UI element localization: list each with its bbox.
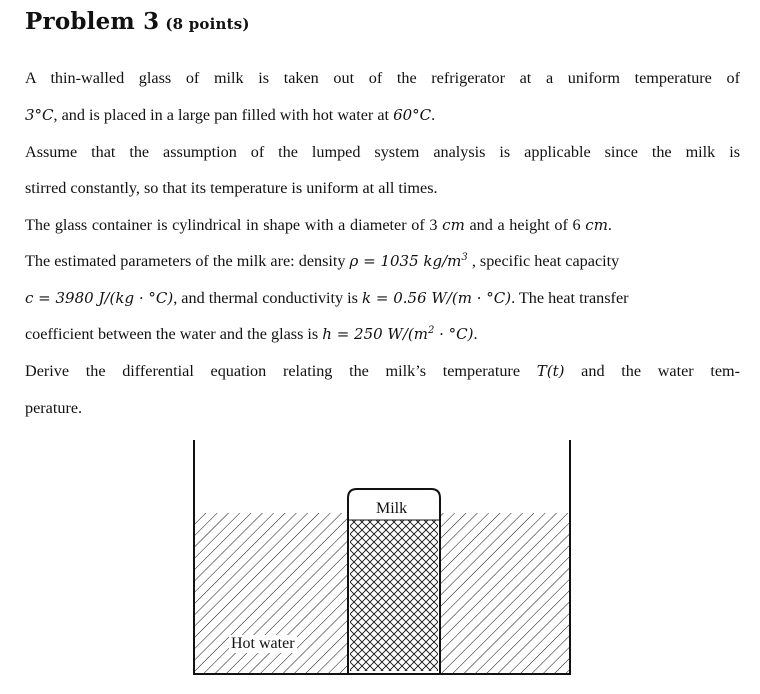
- line-1-text: A thin-walled glass of milk is taken out of the refrigerator at a uniform temperature of: [25, 69, 740, 87]
- conductivity-expression: k = 0.56 W/(m · °C): [362, 289, 512, 307]
- line-5-text-a: The glass container is cylindrical in shape with a diameter of 3: [25, 216, 438, 234]
- paragraph-line-6: [25, 251, 740, 271]
- line-5-text-b: and a height of 6: [469, 216, 581, 234]
- line-9-text-b: and the water tem-: [581, 362, 740, 380]
- line-8-end: .: [473, 325, 478, 343]
- density-expression: [350, 252, 468, 270]
- line-9-text-a: Derive the differential equation relating the milk’s temperature: [25, 362, 521, 380]
- line-6-text-b: , specific heat capacity: [471, 252, 620, 270]
- line-8-text-a: coefficient between the water and the glass is: [25, 325, 319, 343]
- paragraph-line-4: [25, 178, 740, 198]
- density-value: ρ = 1035 kg/m: [349, 252, 462, 270]
- specific-heat-expression: c = 3980 J/(kg · °C): [25, 289, 174, 307]
- heat-transfer-coefficient: [322, 325, 473, 343]
- water-temperature: 60°C: [393, 106, 432, 124]
- hot-water-label: Hot water: [231, 635, 295, 652]
- line-10-text: perature.: [25, 399, 83, 417]
- height-unit: cm: [585, 216, 608, 234]
- line-7-text-a: , and thermal conductivity is: [173, 289, 358, 307]
- diameter-unit: cm: [442, 216, 465, 234]
- density-exponent: 3: [461, 252, 468, 263]
- line-2-text: , and is placed in a large pan filled with hot water at: [53, 106, 390, 124]
- paragraph-line-2: [25, 105, 740, 125]
- coefficient-unit-end: · °C): [434, 325, 474, 343]
- coefficient-value: h = 250 W/(m: [322, 325, 428, 343]
- line-2-end: .: [431, 106, 436, 124]
- line-7-text-b: . The heat transfer: [511, 289, 629, 307]
- paragraph-line-1: [25, 68, 740, 88]
- milk-region: [350, 520, 438, 671]
- problem-points: (8 points): [165, 15, 250, 33]
- problem-title: [25, 8, 250, 35]
- milk-label: Milk: [376, 500, 408, 517]
- paragraph-line-10: [25, 398, 740, 418]
- paragraph-line-5: [25, 215, 740, 235]
- line-3-text: Assume that the assumption of the lumped system analysis is applicable since the milk is: [25, 143, 740, 161]
- coefficient-exponent: 2: [427, 325, 435, 336]
- line-4-text: stirred constantly, so that its temperature is uniform at all times.: [25, 179, 438, 197]
- problem-heading: Problem 3: [25, 8, 160, 35]
- paragraph-line-9: [25, 361, 740, 381]
- paragraph-line-3: [25, 142, 740, 162]
- paragraph-line-8: [25, 324, 740, 344]
- line-6-text-a: The estimated parameters of the milk are: density: [25, 252, 346, 270]
- pan-diagram: [190, 438, 574, 682]
- milk-temperature-function: T(t): [536, 362, 565, 380]
- initial-temperature: 3°C: [25, 106, 54, 124]
- line-5-end: .: [607, 216, 612, 234]
- paragraph-line-7: [25, 288, 740, 308]
